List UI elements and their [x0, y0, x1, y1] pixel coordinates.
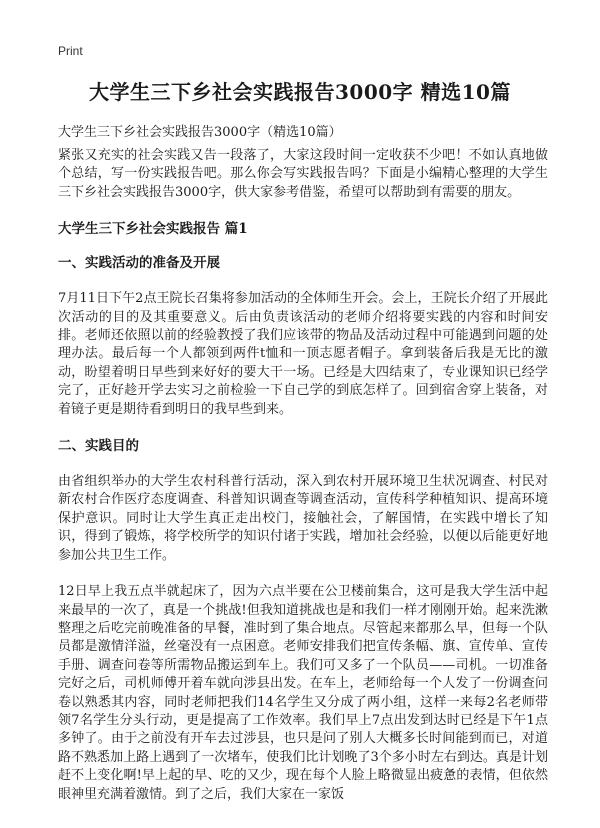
- intro-paragraph: 紧张又充实的社会实践又告一段落了，大家这段时间一定收获不少吧！不如认真地做个总结，写一份实践报告吧。那么你会写实践报告吗？下面是小编精心整理的大学生三下乡社会实践报告3000字，供大家参考借鉴，希望可以帮助到有需要的朋友。: [58, 148, 548, 200]
- article-body: [58, 147, 548, 822]
- paragraph-purpose: 由省组织举办的大学生农村科普行活动，深入到农村开展环境卫生状况调查、村民对新农村合作医疗态度调查、科普知识调查等调查活动，宣传科学种植知识、提高环境保护意识。同时让大学生真正走出校门，接触社会，了解国情，在实践中增长了知识，得到了锻炼，将学校所学的知识付诸于实践，增加社会经验，以便以后能更好地参加公共卫生工作。: [58, 474, 548, 563]
- paragraph-departure: 12日早上我五点半就起床了，因为六点半要在公卫楼前集合，这可是我大学生活中起来最早的一次了，真是一个挑战!但我知道挑战也是和我们一样才刚刚开始。起来洗漱整理之后吃完前晚准备的早餐，准时到了集合地点。尽管起来都那么早，但每一个队员都是激情洋溢，丝毫没有一点困意。老师安排我们把宣传条幅、旗、宣传单、宣传手册、调查问卷等所需物品搬运到车上。我们可又多了一个队员——司机。一切准备完好之后，司机师傅开着车就向涉县出发。在车上，老师给每一个人发了一份调查问卷以熟悉其内容，同时老师把我们14名学生又分成了两小组，这样一来每2名老师带领7名学生分头行动，更是提高了工作效率。我们早上7点出发到达时已经是下午1点多钟了。由于之前没有开车去过涉县，也只是问了别人大概多长时间能到而已，对道路不熟悉加上路上遇到了一次堵车，使我们比计划晚了3个多小时左右到达。真是计划赶不上变化啊!早上起的早、吃的又少，现在每个人脸上略微显出疲惫的表情，但依然眼神里充满着激情。到了之后，我们大家在一家饭: [58, 584, 548, 802]
- heading-preparation: 一、实践活动的准备及开展: [58, 255, 220, 272]
- section-title: 大学生三下乡社会实践报告 篇1: [58, 221, 248, 238]
- document-title: 大学生三下乡社会实践报告3000字 精选10篇: [89, 80, 511, 104]
- document-subtitle: 大学生三下乡社会实践报告3000字（精选10篇）: [58, 125, 342, 140]
- print-link[interactable]: Print: [58, 44, 83, 58]
- heading-purpose: 二、实践目的: [58, 438, 139, 455]
- paragraph-preparation: 7月11日下午2点王院长召集将参加活动的全体师生开会。会上，王院长介绍了开展此次活动的目的及其重要意义。后由负责该活动的老师介绍将要实践的内容和时间安排。老师还依照以前的经验教授了我们应该带的物品及活动过程中可能遇到问题的处理办法。最后每一个人都领到两件t恤和一顶志愿者帽子。拿到装备后我是无比的激动，盼望着明日早些到来好好的要大干一场。已经是大四结束了，专业课知识已经学完了，正好趁开学去实习之前检验一下自己学的到底怎样了。回到宿舍穿上装备，对着镜子更是期待看到明日的我早些到来。: [58, 291, 548, 417]
